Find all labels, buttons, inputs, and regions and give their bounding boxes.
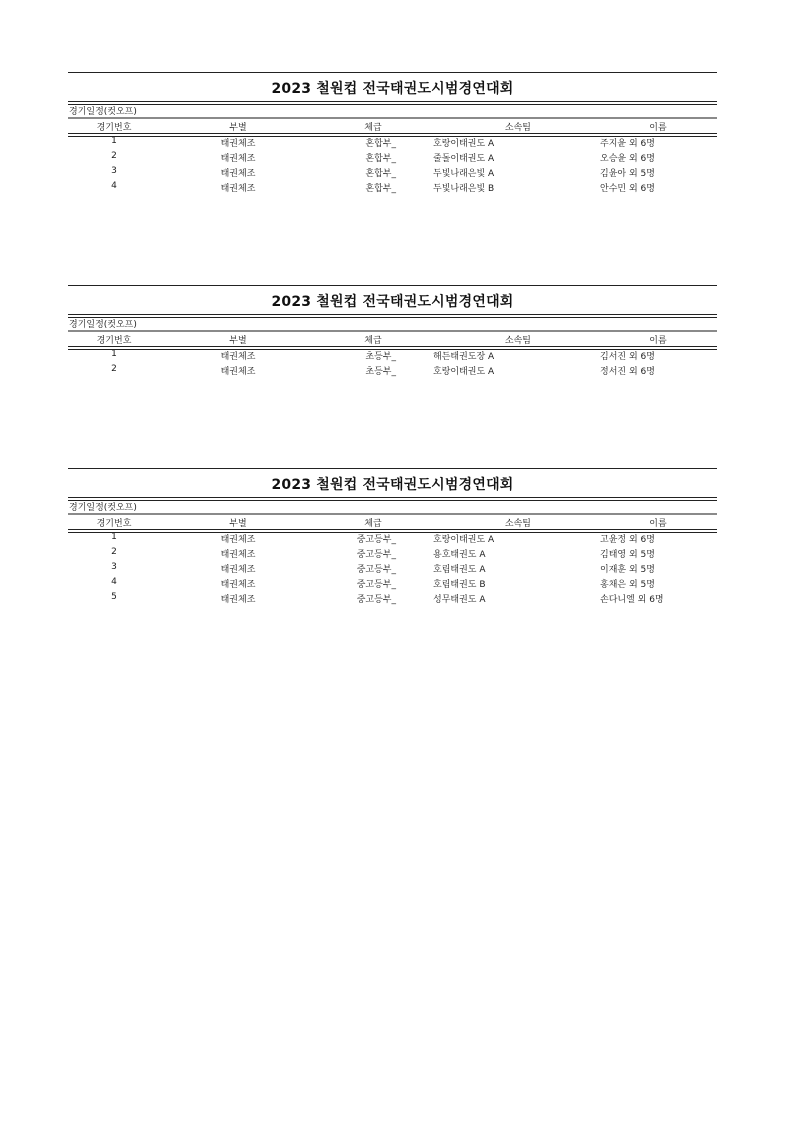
table-row	[68, 562, 717, 576]
class: 초등부_	[365, 367, 396, 377]
name: 주지윤 외 6명	[600, 139, 655, 149]
header-division: 부별	[229, 123, 247, 133]
match-number: 1	[111, 136, 117, 146]
name: 이재훈 외 5명	[600, 565, 655, 575]
division: 태권체조	[220, 535, 256, 545]
class: 중고등부_	[356, 580, 396, 590]
team: 줄돌이태권도 A	[433, 154, 495, 164]
class: 혼합부_	[365, 169, 396, 179]
division: 태권체조	[220, 169, 256, 179]
class: 혼합부_	[365, 154, 396, 164]
name: 김윤아 외 5명	[600, 169, 655, 179]
header-team: 소속팀	[504, 336, 531, 346]
team: 두빛나래은빛 B	[433, 184, 495, 194]
top-rule	[68, 468, 717, 469]
name: 정서진 외 6명	[600, 367, 655, 377]
table-row	[68, 532, 717, 546]
table-row	[68, 592, 717, 606]
header-class: 체급	[364, 336, 382, 346]
subtitle-rule	[68, 330, 717, 332]
subtitle-rule	[68, 513, 717, 515]
header-name: 이름	[649, 519, 667, 529]
title-double-rule	[68, 314, 717, 318]
match-number: 4	[111, 577, 117, 587]
section-subtitle: 경기일정(컷오프)	[69, 320, 137, 330]
name: 김태영 외 5명	[600, 550, 655, 560]
title-double-rule	[68, 497, 717, 501]
class: 중고등부_	[356, 550, 396, 560]
division: 태권체조	[220, 550, 256, 560]
division: 태권체조	[220, 352, 256, 362]
table-row	[68, 166, 717, 180]
division: 태권체조	[220, 184, 256, 194]
header-name: 이름	[649, 123, 667, 133]
match-number: 2	[111, 151, 117, 161]
header-match-number: 경기번호	[96, 123, 132, 133]
class: 중고등부_	[356, 595, 396, 605]
title-double-rule	[68, 101, 717, 105]
table-row	[68, 547, 717, 561]
match-number: 2	[111, 364, 117, 374]
team: 호랑이태권도 A	[433, 367, 495, 377]
header-match-number: 경기번호	[96, 336, 132, 346]
division: 태권체조	[220, 580, 256, 590]
table-header-row	[68, 516, 717, 530]
section-title: 2023 철원컵 전국태권도시범경연대회	[271, 294, 514, 310]
table-row	[68, 349, 717, 363]
header-class: 체급	[364, 123, 382, 133]
section-title: 2023 철원컵 전국태권도시범경연대회	[271, 477, 514, 493]
match-number: 4	[111, 181, 117, 191]
match-number: 3	[111, 166, 117, 176]
division: 태권체조	[220, 565, 256, 575]
name: 홍채은 외 5명	[600, 580, 655, 590]
name: 오승윤 외 6명	[600, 154, 655, 164]
header-division: 부별	[229, 519, 247, 529]
header-name: 이름	[649, 336, 667, 346]
class: 초등부_	[365, 352, 396, 362]
top-rule	[68, 285, 717, 286]
table-row	[68, 136, 717, 150]
team: 성무태권도 A	[433, 595, 486, 605]
name: 김서진 외 6명	[600, 352, 655, 362]
class: 혼합부_	[365, 139, 396, 149]
match-number: 3	[111, 562, 117, 572]
match-number: 5	[111, 592, 117, 602]
division: 태권체조	[220, 154, 256, 164]
subtitle-rule	[68, 117, 717, 119]
top-rule	[68, 72, 717, 73]
class: 중고등부_	[356, 535, 396, 545]
team: 두빛나래은빛 A	[433, 169, 495, 179]
team: 해든태권도장 A	[433, 352, 495, 362]
match-number: 1	[111, 532, 117, 542]
class: 혼합부_	[365, 184, 396, 194]
table-row	[68, 364, 717, 378]
name: 고윤정 외 6명	[600, 535, 655, 545]
team: 호림태권도 A	[433, 565, 486, 575]
class: 중고등부_	[356, 565, 396, 575]
name: 안수민 외 6명	[600, 184, 655, 194]
header-division: 부별	[229, 336, 247, 346]
section-subtitle: 경기일정(컷오프)	[69, 107, 137, 117]
match-number: 1	[111, 349, 117, 359]
header-class: 체급	[364, 519, 382, 529]
header-team: 소속팀	[504, 519, 531, 529]
table-row	[68, 151, 717, 165]
team: 호랑이태권도 A	[433, 535, 495, 545]
table-row	[68, 577, 717, 591]
match-number: 2	[111, 547, 117, 557]
team: 용호태권도 A	[433, 550, 486, 560]
section-subtitle: 경기일정(컷오프)	[69, 503, 137, 513]
division: 태권체조	[220, 595, 256, 605]
team: 호림태권도 B	[433, 580, 486, 590]
header-team: 소속팀	[504, 123, 531, 133]
division: 태권체조	[220, 139, 256, 149]
section-title: 2023 철원컵 전국태권도시범경연대회	[271, 81, 514, 97]
division: 태권체조	[220, 367, 256, 377]
table-header-row	[68, 333, 717, 347]
table-row	[68, 181, 717, 195]
team: 호랑이태권도 A	[433, 139, 495, 149]
header-match-number: 경기번호	[96, 519, 132, 529]
table-header-row	[68, 120, 717, 134]
name: 손다니엘 외 6명	[600, 595, 664, 605]
